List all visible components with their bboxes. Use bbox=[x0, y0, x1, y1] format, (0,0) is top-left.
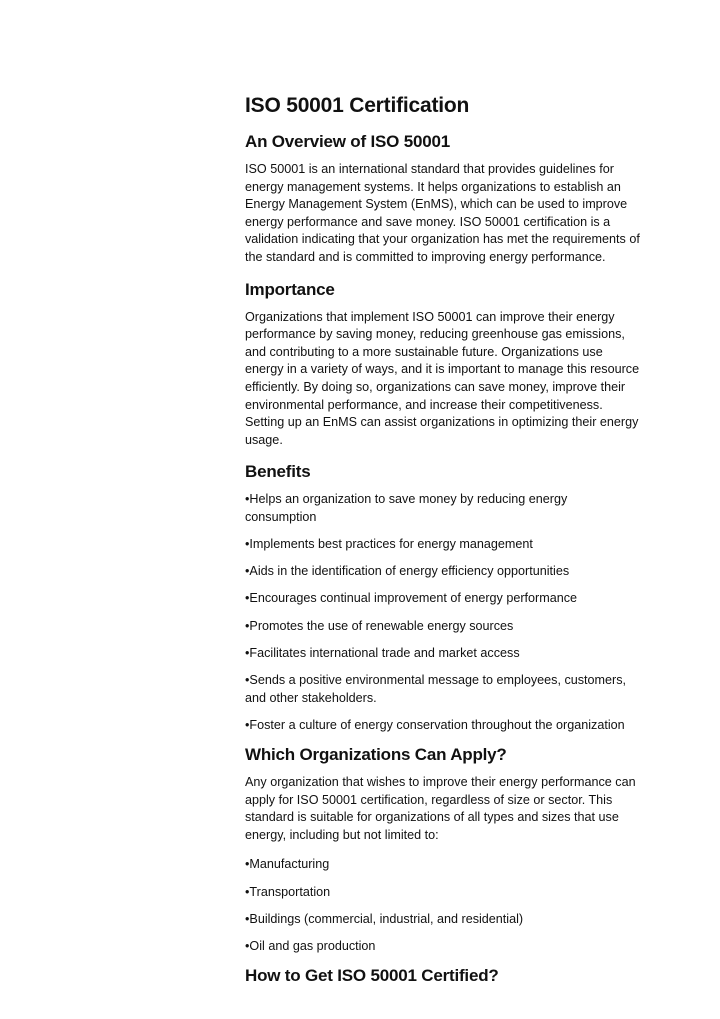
overview-paragraph: ISO 50001 is an international standard that provides guidelines for energy management systems. It helps organizations to establish an Energy Management System (EnMS), which can be used to improve energy performance and save money. ISO 50001 certification is a validation indicating that your organization has met the requirements of the standard and is committed to improving energy performance. bbox=[245, 162, 640, 264]
bullet-icon: • bbox=[245, 645, 250, 660]
importance-heading: Importance bbox=[245, 279, 335, 299]
bullet-icon: • bbox=[245, 911, 250, 926]
benefits-list bbox=[245, 491, 640, 734]
overview-heading: An Overview of ISO 50001 bbox=[245, 132, 450, 151]
importance-paragraph: Organizations that implement ISO 50001 can improve their energy performance by saving money, reducing greenhouse gas emissions, and contributing to a more sustainable future. Organizations use energy in a variety of ways, and it is important to manage this resource efficiently. By doing so, organizations can save money, improve their environmental performance, and increase their competitiveness. Setting up an EnMS can assist organizations in optimizing their energy usage. bbox=[245, 309, 640, 447]
bullet-icon: • bbox=[245, 591, 250, 606]
certified-heading: How to Get ISO 50001 Certified? bbox=[245, 966, 499, 986]
bullet-icon: • bbox=[245, 857, 250, 872]
document-page bbox=[245, 92, 640, 995]
bullet-icon: • bbox=[245, 938, 250, 953]
list-item: •Manufacturing bbox=[245, 857, 330, 872]
list-item: •Facilitates international trade and market access bbox=[245, 645, 520, 660]
list-item: •Foster a culture of energy conservation throughout the organization bbox=[245, 717, 625, 732]
list-item: •Sends a positive environmental message to employees, customers, and other stakeholders. bbox=[245, 673, 627, 705]
apply-paragraph: Any organization that wishes to improve their energy performance can apply for ISO 50001 certification, regardless of size or sector. This standard is suitable for organizations of all types and sizes that use energy, including but not limited to: bbox=[245, 775, 636, 842]
list-item: •Implements best practices for energy management bbox=[245, 537, 533, 552]
bullet-icon: • bbox=[245, 492, 250, 507]
list-item: •Promotes the use of renewable energy sources bbox=[245, 618, 514, 633]
list-item: •Encourages continual improvement of energy performance bbox=[245, 591, 578, 606]
page-title: ISO 50001 Certification bbox=[245, 94, 470, 117]
bullet-icon: • bbox=[245, 618, 250, 633]
benefits-heading: Benefits bbox=[245, 462, 311, 482]
bullet-icon: • bbox=[245, 717, 250, 732]
list-item: •Aids in the identification of energy efficiency opportunities bbox=[245, 564, 570, 579]
apply-list bbox=[245, 856, 640, 955]
list-item: •Helps an organization to save money by reducing energy consumption bbox=[245, 492, 568, 524]
bullet-icon: • bbox=[245, 537, 250, 552]
list-item: •Transportation bbox=[245, 884, 331, 899]
apply-heading: Which Organizations Can Apply? bbox=[245, 745, 507, 764]
bullet-icon: • bbox=[245, 884, 250, 899]
list-item: •Oil and gas production bbox=[245, 938, 376, 953]
bullet-icon: • bbox=[245, 673, 250, 688]
list-item: •Buildings (commercial, industrial, and residential) bbox=[245, 911, 524, 926]
bullet-icon: • bbox=[245, 564, 250, 579]
